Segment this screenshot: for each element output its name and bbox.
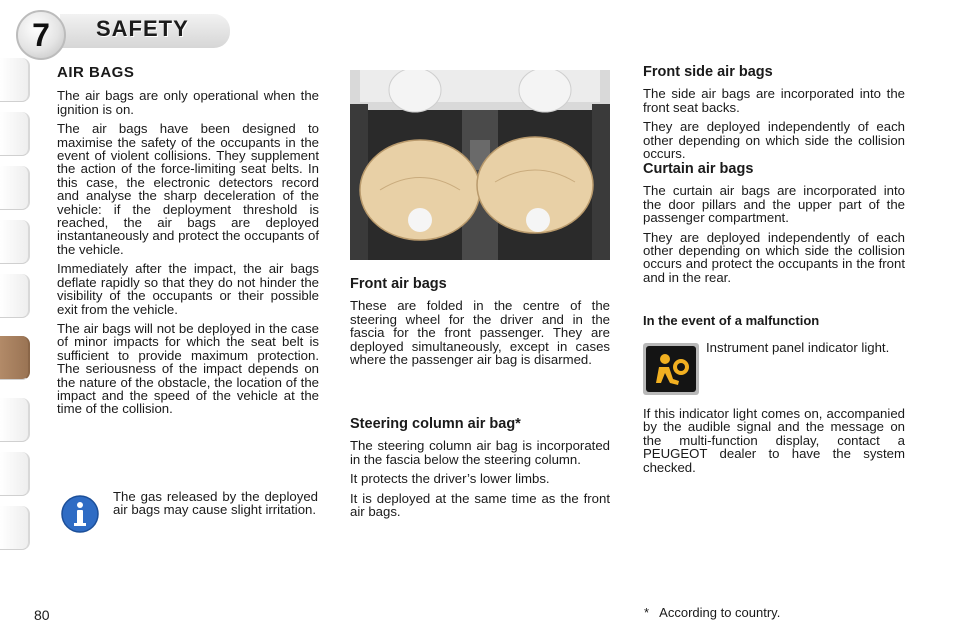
section-heading-malfunction: In the event of a malfunction <box>643 313 820 328</box>
paragraph: If this indicator light comes on, accompanied by the audible signal and the message on the multi-function display, contact a PEUGEOT dealer to have the system checked. <box>643 406 905 475</box>
chapter-tab-4[interactable] <box>0 220 30 264</box>
paragraph: The air bags will not be deployed in the case of minor impacts for which the seat belt is sufficient to provide maximum protection. The seriousness of the impact depends on the nature of the obstacle, the location of the impact and the speed of the vehicle at the time of the collision. <box>57 320 319 417</box>
paragraph: The air bags are only operational when the ignition is on. <box>57 88 319 117</box>
paragraph: It protects the driver’s lower limbs. <box>350 471 550 487</box>
chapter-tab-1[interactable] <box>0 58 30 102</box>
chapter-tab-9[interactable] <box>0 452 30 496</box>
info-note-text: The gas released by the deployed air bags may cause slight irritation. <box>113 489 318 518</box>
section-heading-air-bags: AIR BAGS <box>57 64 135 81</box>
malfunction-heading-wrap <box>643 314 905 327</box>
indicator-text-wrap <box>706 341 904 360</box>
left-column <box>57 66 319 422</box>
paragraph: They are deployed independently of each other depending on which side the collision occurs. <box>643 119 905 162</box>
section-heading-front-air-bags: Front air bags <box>350 276 447 292</box>
section-heading-front-side-air-bags: Front side air bags <box>643 64 773 80</box>
chapter-tab-2[interactable] <box>0 112 30 156</box>
chapter-tab-8[interactable] <box>0 398 30 442</box>
info-icon <box>60 494 100 534</box>
info-note <box>113 490 318 523</box>
paragraph: The side air bags are incorporated into the front seat backs. <box>643 86 905 115</box>
paragraph: It is deployed at the same time as the front air bags. <box>350 490 610 520</box>
airbag-illustration <box>350 70 610 260</box>
airbag-warning-symbol <box>643 343 699 395</box>
paragraph: These are folded in the centre of the steering wheel for the driver and in the fascia for the front passenger. They are deployed simultaneously, except in cases where the passenger air bag is disarmed. <box>350 298 610 368</box>
right-column-curtain <box>643 163 905 290</box>
paragraph: Immediately after the impact, the air bags deflate rapidly so that they do not hinder the visibility of the occupants or their possible exit from the vehicle. <box>57 261 319 317</box>
malfunction-text-wrap <box>643 407 905 480</box>
airbag-warning-icon <box>643 343 699 395</box>
footnote: * According to country. <box>644 605 781 620</box>
chapter-number: 7 <box>16 10 66 60</box>
chapter-tab-7-active[interactable] <box>0 336 30 380</box>
page-number: 80 <box>34 607 50 623</box>
paragraph: They are deployed independently of each other depending on which side the collision occurs and protect the occupants in the front and in the rear. <box>643 229 905 285</box>
chapter-tab-10[interactable] <box>0 506 30 550</box>
chapter-tabs <box>0 58 32 578</box>
airbag-photo <box>350 70 610 260</box>
paragraph: The steering column air bag is incorporated in the fascia below the steering column. <box>350 438 610 467</box>
right-column-front-side <box>643 66 905 166</box>
page-title: SAFETY <box>96 16 189 41</box>
section-heading-steering-column-air-bag: Steering column air bag* <box>350 416 521 432</box>
section-heading-curtain-air-bags: Curtain air bags <box>643 161 754 177</box>
paragraph: The air bags have been designed to maximise the safety of the occupants in the event of violent collisions. They supplement the action of the force-limiting seat belts. In this case, the electronic detectors record and analyse the sharp deceleration of the vehicle: if the deployment threshold is reached, the air bags are deployed instantaneously and protect the occupants of the vehicle. <box>57 121 319 257</box>
middle-column-front <box>350 278 610 372</box>
chapter-tab-5[interactable] <box>0 274 30 318</box>
middle-column-steering <box>350 418 610 524</box>
paragraph: The curtain air bags are incorporated into the door pillars and the upper part of the passenger compartment. <box>643 183 905 226</box>
chapter-tab-3[interactable] <box>0 166 30 210</box>
indicator-text: Instrument panel indicator light. <box>706 340 890 355</box>
